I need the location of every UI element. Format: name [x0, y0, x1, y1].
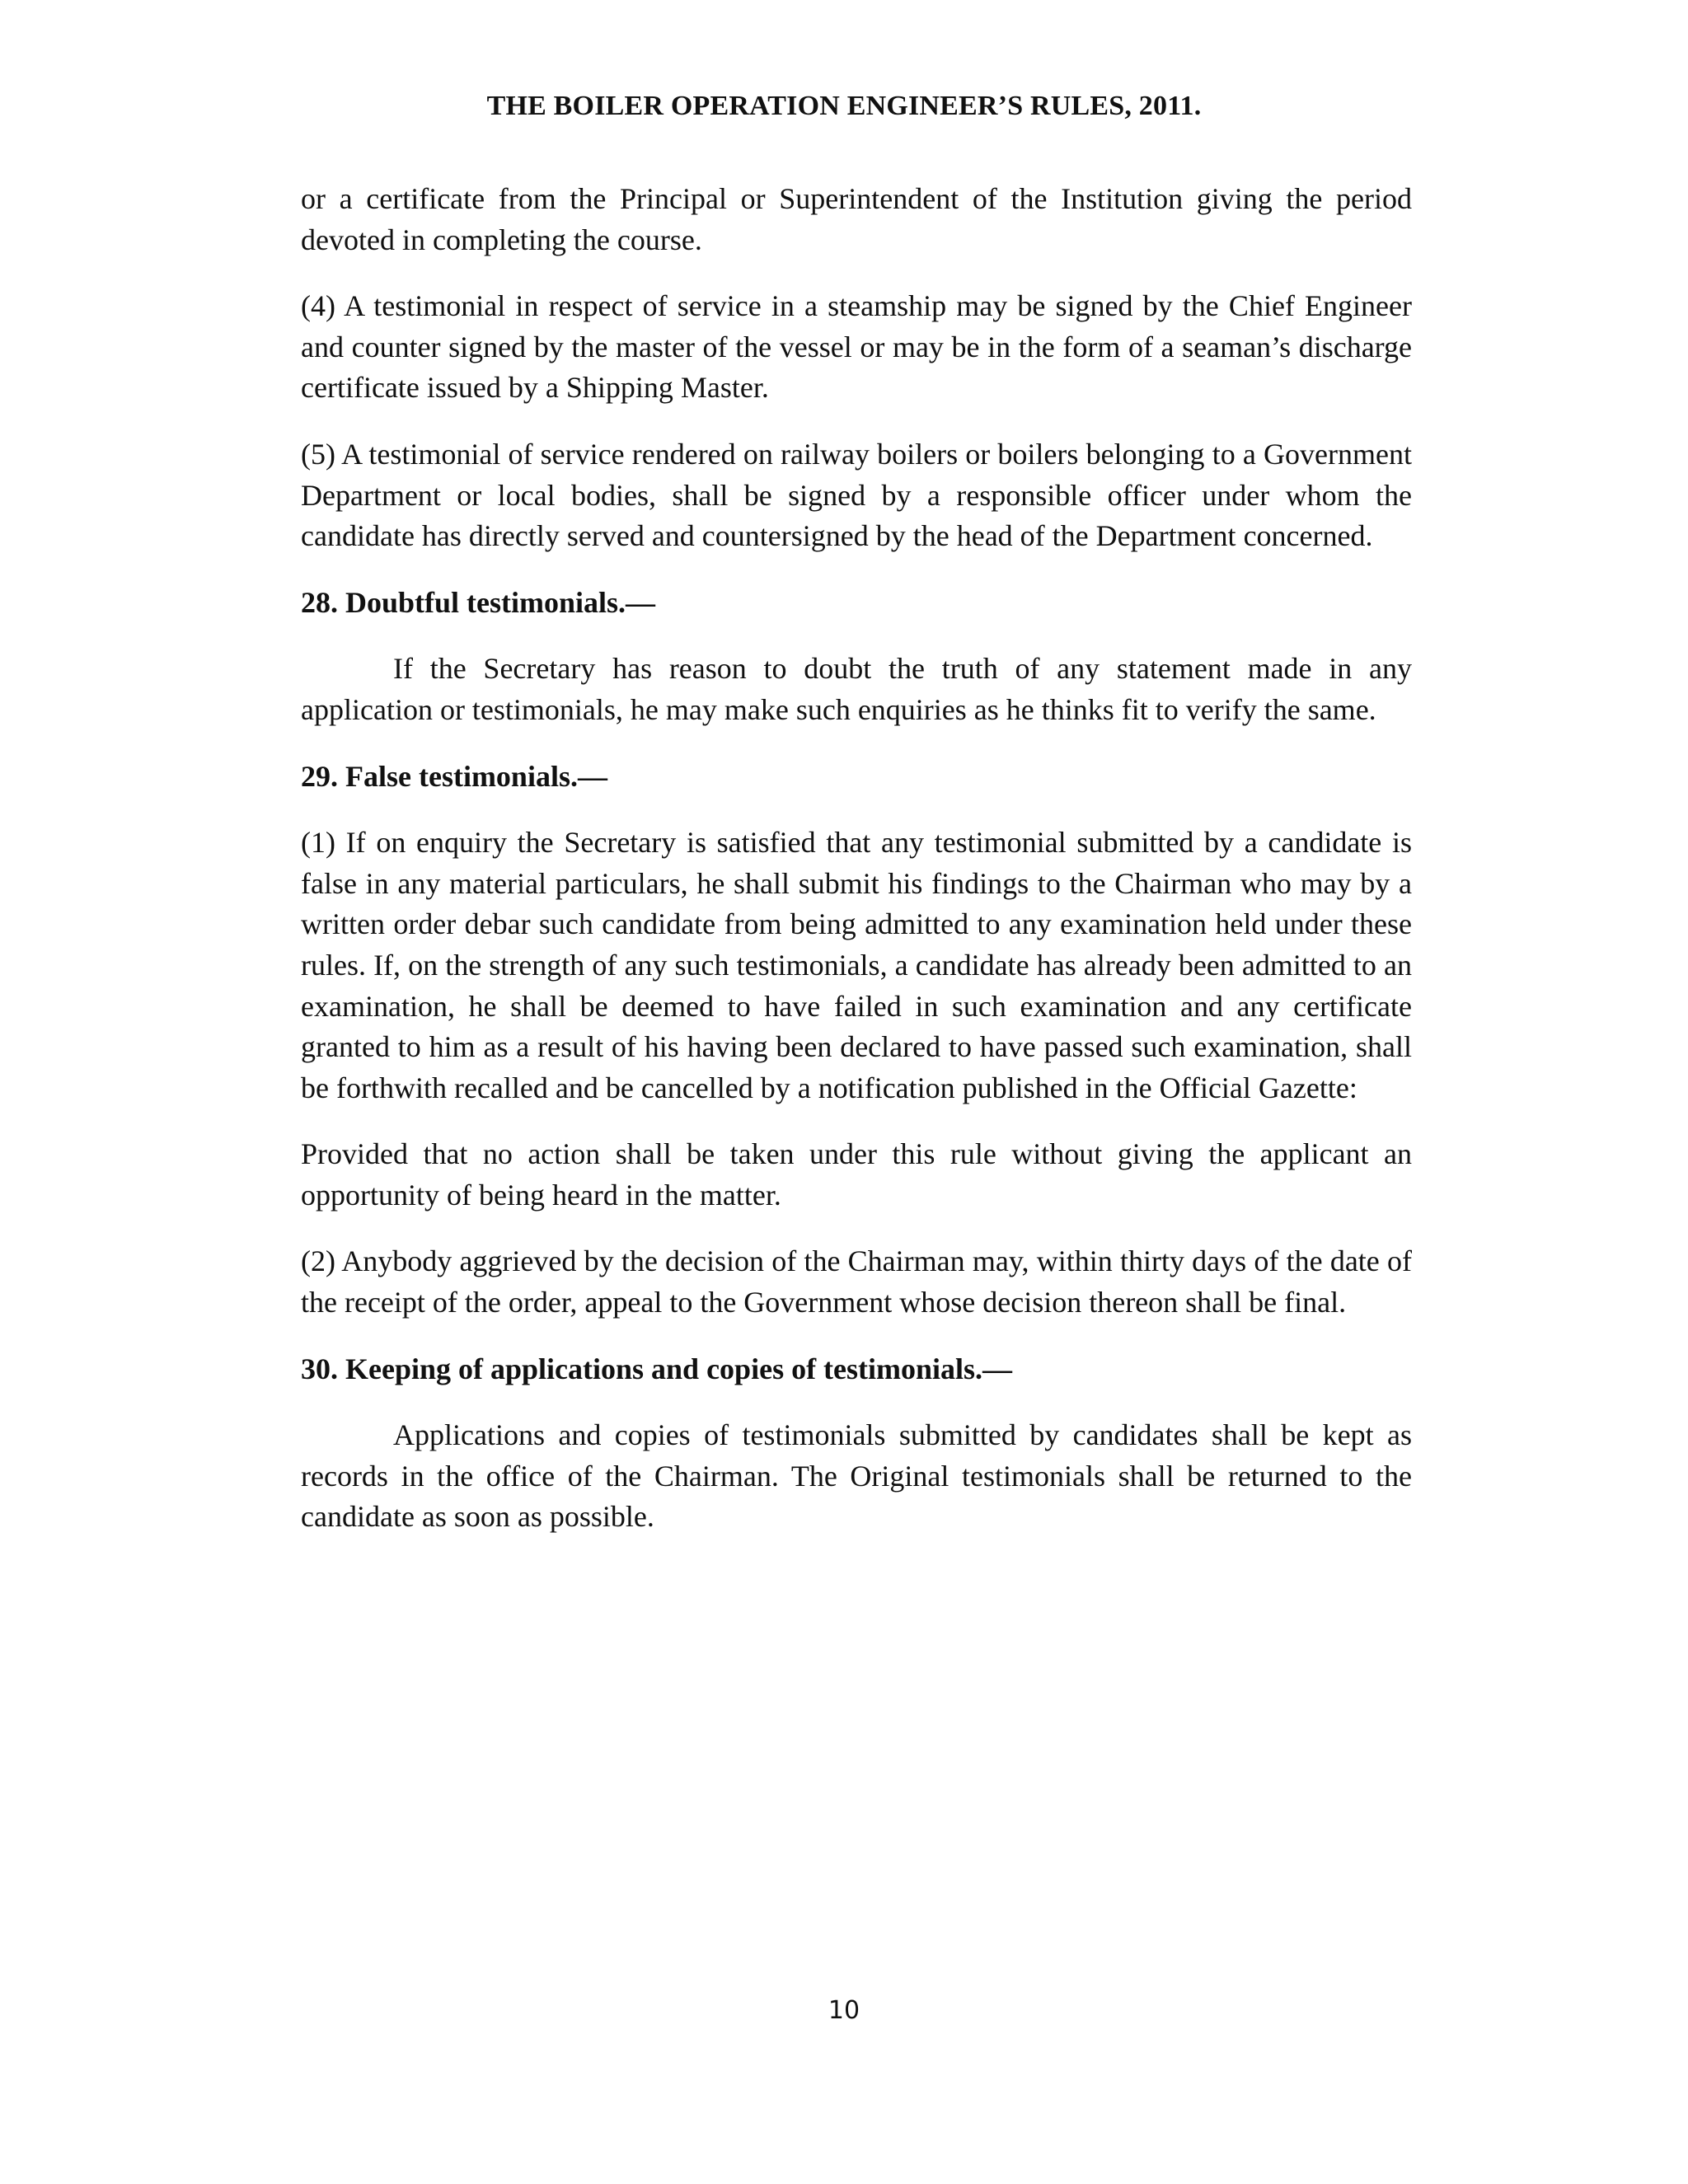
- section-heading-28: 28. Doubtful testimonials.—: [301, 585, 656, 619]
- paragraph-railway-testimonial: (5) A testimonial of service rendered on railway boilers or boilers belonging to a Government Department or local bodies, shall be signed by a responsible officer under whom the candidate has directly served and countersigned by the head of the Department concerned.: [301, 437, 1412, 553]
- paragraph-certificate-continuation: or a certificate from the Principal or Superintendent of the Institution giving the period devoted in completing the course.: [301, 182, 1412, 256]
- paragraph-keeping-applications: Applications and copies of testimonials submitted by candidates shall be kept as records in the office of the Chairman. The Original testimonials shall be returned to the candidate as soon as possible.: [301, 1418, 1412, 1534]
- paragraph-doubtful-testimonials: If the Secretary has reason to doubt the truth of any statement made in any application or testimonials, he may make such enquiries as he thinks fit to verify the same.: [301, 652, 1412, 726]
- paragraph-steamship-testimonial: (4) A testimonial in respect of service in a steamship may be signed by the Chief Engineer and counter signed by the master of the vessel or may be in the form of a seaman’s discharge certificate issued by a Shipping Master.: [301, 289, 1412, 405]
- page-number: 10: [828, 1996, 860, 2025]
- running-header: THE BOILER OPERATION ENGINEER’S RULES, 2011.: [486, 91, 1202, 121]
- paragraph-proviso: Provided that no action shall be taken under this rule without giving the applicant an opportunity of being heard in the matter.: [301, 1137, 1412, 1212]
- paragraph-false-testimonials-1: (1) If on enquiry the Secretary is satisfied that any testimonial submitted by a candidate is false in any material particulars, he shall submit his findings to the Chairman who may by a written order debar such candidate from being admitted to any examination held under these rules. If, on the strength of any such testimonials, a candidate has already been admitted to an examination, he shall be deemed to have failed in such examination and any certificate granted to him as a result of his having been declared to have passed such examination, shall be forthwith recalled and be cancelled by a notification published in the Official Gazette:: [301, 826, 1412, 1104]
- paragraph-false-testimonials-2: (2) Anybody aggrieved by the decision of the Chairman may, within thirty days of the date of the receipt of the order, appeal to the Government whose decision thereon shall be final.: [301, 1244, 1412, 1319]
- document-body: [301, 179, 1412, 1563]
- section-heading-30: 30. Keeping of applications and copies of testimonials.—: [301, 1352, 1013, 1385]
- section-heading-29: 29. False testimonials.—: [301, 759, 607, 793]
